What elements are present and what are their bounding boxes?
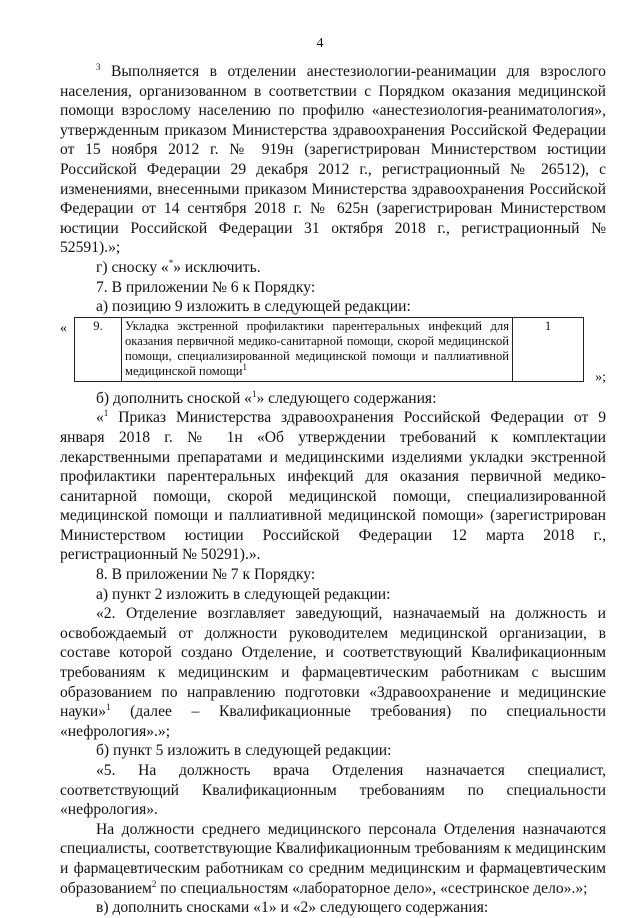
inserted-table: [74, 317, 584, 382]
paragraph-text: по специальностям «лабораторное дело», «сестринское дело».»;: [156, 879, 588, 897]
footnote-marker: *: [168, 257, 174, 268]
paragraph-text: » следующего содержания:: [256, 389, 437, 407]
table-cell-description: Укладка экстренной профилактики парентеральных инфекций для оказания первичной медико-санитарной помощи, скорой медицинской помощи, специализированной медицинской помощи и паллиативной медицинской помощи: [125, 318, 509, 379]
page-number: 4: [316, 36, 324, 51]
footnote-marker: 3: [96, 61, 101, 72]
paragraph-text: «2. Отделение возглавляет заведующий, назначаемый на должность и освобождаемый от должности руководителем медицинской организации, в составе которой создано Отделение, и соответствующий Квалификационным требованиям к медицинским и фармацевтическим работникам с высшим образованием по направлению подготовки «Здравоохранение и медицинские науки»: [60, 605, 606, 721]
paragraph-text: » исключить.: [173, 258, 261, 276]
footnote-1-text-paragraph: [60, 408, 606, 565]
footnote-marker: 1: [103, 408, 109, 419]
table-open-quote: «: [60, 320, 67, 336]
position-9-intro: а) позицию 9 изложить в следующей редакции:: [96, 298, 411, 316]
add-footnotes-paragraph: в) дополнить сносками «1» и «2» следующего содержания:: [96, 899, 489, 917]
inserted-table-block: [60, 317, 606, 389]
footnote-marker: 1: [242, 362, 248, 373]
point-2-intro: а) пункт 2 изложить в следующей редакции:: [96, 585, 391, 603]
appendix-7-heading: 8. В приложении № 7 к Порядку:: [96, 566, 316, 584]
paragraph-text: г) сноску «: [96, 258, 169, 276]
document-body: [60, 62, 606, 918]
paragraph-text: б) дополнить сноской «: [96, 389, 252, 407]
paragraph-text: «: [96, 409, 104, 427]
footnote-marker: 2: [151, 878, 157, 889]
footnote-marker: 1: [251, 388, 257, 399]
table-cell-quantity: 1: [513, 317, 584, 381]
table-cell-number: 9.: [75, 317, 122, 381]
table-row: [75, 317, 584, 381]
point-5-intro: б) пункт 5 изложить в следующей редакции:: [96, 742, 392, 760]
paragraph-text: (далее – Квалификационные требования) по специальности «нефрология».»;: [60, 703, 606, 740]
remove-footnote-paragraph: [60, 258, 606, 278]
paragraph-text: На должности среднего медицинского персонала Отделения назначаются специалисты, соответствующие Квалификационным требованиям к медицинским и фармацевтическим работникам со средним медицинским и фармацевтическим образованием: [60, 820, 606, 897]
point-5-text: «5. На должность врача Отделения назначается специалист, соответствующий Квалификационным требованиям по специальности «нефрология».: [60, 762, 606, 819]
table-cell-text: [122, 317, 513, 381]
paragraph-text: Приказ Министерства здравоохранения Российской Федерации от 9 января 2018 г. № 1н «Об утверждении требований к комплектации лекарственными препаратами и медицинскими изделиями укладки экстренной профилактики парентеральных инфекций для оказания первичной медико-санитарной помощи, скорой медицинской помощи, специализированной медицинской помощи и паллиативной медицинской помощи» (зарегистрирован Министерством юстиции Российской Федерации 12 марта 2018 г., регистрационный № 50291).».: [60, 409, 606, 564]
footnote-3-paragraph: [60, 62, 606, 258]
paragraph-text: Выполняется в отделении анестезиологии-реанимации для взрослого населения, организованном в соответствии с Порядком оказания медицинской помощи взрослому населению по профилю «анестезиология-реаниматология», утвержденным приказом Министерства здравоохранения Российской Федерации от 15 ноября 2012 г. № 919н (зарегистрирован Министерством юстиции Российской Федерации 29 декабря 2012 г., регистрационный № 26512), с изменениями, внесенными приказом Министерства здравоохранения Российской Федерации от 14 сентября 2018 г. № 625н (зарегистрирован Министерством юстиции Российской Федерации 31 октября 2018 г., регистрационный № 52591).»;: [60, 63, 606, 257]
table-close-quote: »;: [595, 370, 606, 386]
footnote-marker: 1: [106, 702, 111, 713]
nursing-staff-paragraph: [60, 820, 606, 898]
appendix-6-heading: 7. В приложении № 6 к Порядку:: [96, 278, 316, 296]
add-footnote-1-paragraph: [60, 389, 606, 409]
point-2-text: [60, 604, 606, 741]
